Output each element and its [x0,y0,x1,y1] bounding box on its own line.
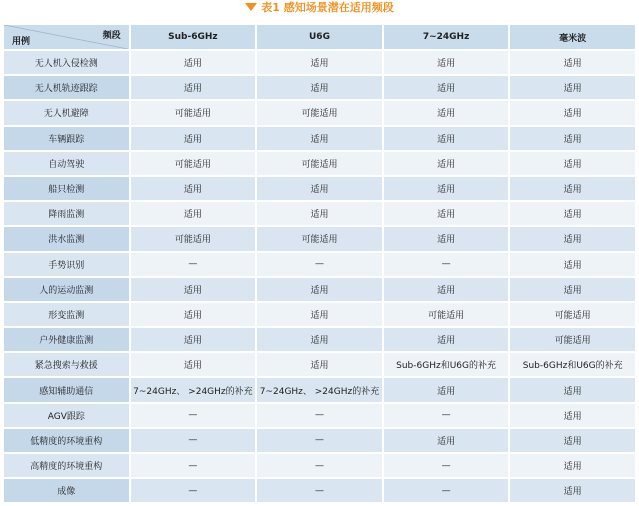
applicability-cell: 适用 [384,127,509,150]
applicability-cell: 可能适用 [257,227,382,250]
table-row [4,152,635,175]
applicability-cell: 适用 [510,202,635,225]
applicability-cell: 7~24GHz、 >24GHz的补充 [257,378,382,401]
applicability-cell: 适用 [131,328,256,351]
applicability-cell: 适用 [131,278,256,301]
applicability-cell: 适用 [384,152,509,175]
table-row [4,76,635,99]
use-case-label: 船只检测 [4,177,129,200]
applicability-cell: 适用 [257,353,382,376]
applicability-cell: 适用 [131,127,256,150]
table-row [4,253,635,276]
applicability-cell: 可能适用 [384,303,509,326]
applicability-cell: 适用 [384,378,509,401]
header-row [4,25,635,49]
use-case-label: 紧急搜索与救援 [4,353,129,376]
applicability-cell: 适用 [131,303,256,326]
triangle-down-icon [245,3,257,11]
applicability-cell: 适用 [131,76,256,99]
applicability-cell: 适用 [131,51,256,74]
table-row [4,303,635,326]
applicability-cell: 适用 [257,76,382,99]
table-caption [0,0,639,23]
applicability-cell: — [131,429,256,452]
applicability-cell: 适用 [257,202,382,225]
applicability-cell: — [257,454,382,477]
applicability-cell: 适用 [510,177,635,200]
applicability-cell: — [131,479,256,502]
applicability-cell: 可能适用 [131,101,256,124]
applicability-cell: Sub-6GHz和U6G的补充 [384,353,509,376]
applicability-cell: — [384,454,509,477]
applicability-cell: — [131,404,256,427]
applicability-cell: 适用 [510,253,635,276]
use-case-label: 降雨监测 [4,202,129,225]
frequency-band-table [2,23,637,504]
table-row [4,227,635,250]
applicability-cell: 适用 [384,227,509,250]
applicability-cell: — [384,253,509,276]
applicability-cell: 适用 [131,177,256,200]
applicability-cell: 适用 [510,227,635,250]
applicability-cell: 可能适用 [510,328,635,351]
applicability-cell: 适用 [384,177,509,200]
applicability-cell: 适用 [384,328,509,351]
use-case-label: 手势识别 [4,253,129,276]
use-case-label: 无人机避障 [4,101,129,124]
applicability-cell: 适用 [257,278,382,301]
use-case-label: 车辆跟踪 [4,127,129,150]
header-corner-cell [4,25,129,49]
table-row [4,177,635,200]
applicability-cell: 适用 [384,429,509,452]
applicability-cell: — [257,404,382,427]
use-header-label: 用例 [12,37,31,47]
applicability-cell: 适用 [510,429,635,452]
applicability-cell: 适用 [257,303,382,326]
use-case-label: 户外健康监测 [4,328,129,351]
table-row [4,101,635,124]
applicability-cell: 适用 [510,76,635,99]
applicability-cell: 适用 [510,479,635,502]
applicability-cell: 适用 [131,353,256,376]
applicability-cell: 适用 [257,51,382,74]
applicability-cell: 适用 [510,127,635,150]
applicability-cell: 适用 [510,51,635,74]
band-header-u6g: U6G [257,25,382,49]
table-row [4,429,635,452]
applicability-cell: — [257,429,382,452]
table-row [4,378,635,401]
use-case-label: 成像 [4,479,129,502]
applicability-cell: 适用 [510,278,635,301]
table-row [4,454,635,477]
band-header-mmwave: 毫米波 [510,25,635,49]
band-header-7-24ghz: 7~24GHz [384,25,509,49]
table-row [4,127,635,150]
applicability-cell: 适用 [384,51,509,74]
applicability-cell: 适用 [510,404,635,427]
applicability-cell: 适用 [510,454,635,477]
use-case-label: 高精度的环境重构 [4,454,129,477]
applicability-cell: — [257,479,382,502]
applicability-cell: 可能适用 [131,152,256,175]
applicability-cell: 可能适用 [257,152,382,175]
band-header-sub6: Sub-6GHz [131,25,256,49]
use-case-label: 感知辅助通信 [4,378,129,401]
applicability-cell: 适用 [510,101,635,124]
applicability-cell: — [384,479,509,502]
use-case-label: 无人机轨迹跟踪 [4,76,129,99]
table-row [4,202,635,225]
table-row [4,479,635,502]
use-case-label: AGV跟踪 [4,404,129,427]
applicability-cell: 可能适用 [510,303,635,326]
applicability-cell: Sub-6GHz和U6G的补充 [510,353,635,376]
table-row [4,278,635,301]
use-case-label: 低精度的环境重构 [4,429,129,452]
use-case-label: 无人机入侵检测 [4,51,129,74]
use-case-label: 洪水监测 [4,227,129,250]
applicability-cell: 适用 [257,127,382,150]
use-case-label: 自动驾驶 [4,152,129,175]
applicability-cell: — [384,404,509,427]
applicability-cell: 适用 [384,278,509,301]
applicability-cell: 适用 [384,202,509,225]
applicability-cell: 适用 [384,76,509,99]
applicability-cell: 7~24GHz、 >24GHz的补充 [131,378,256,401]
use-case-label: 人的运动监测 [4,278,129,301]
table-row [4,404,635,427]
applicability-cell: 适用 [510,152,635,175]
table-row [4,328,635,351]
use-case-label: 形变监测 [4,303,129,326]
freq-header-label: 频段 [102,31,121,41]
applicability-cell: 适用 [510,378,635,401]
applicability-cell: 适用 [384,101,509,124]
applicability-cell: — [131,253,256,276]
applicability-cell: 适用 [257,177,382,200]
applicability-cell: — [131,454,256,477]
applicability-cell: 适用 [257,328,382,351]
caption-text: 表1 感知场景潜在适用频段 [261,1,394,14]
table-row [4,353,635,376]
applicability-cell: 可能适用 [257,101,382,124]
table-row [4,51,635,74]
applicability-cell: 适用 [131,202,256,225]
applicability-cell: 可能适用 [131,227,256,250]
applicability-cell: — [257,253,382,276]
